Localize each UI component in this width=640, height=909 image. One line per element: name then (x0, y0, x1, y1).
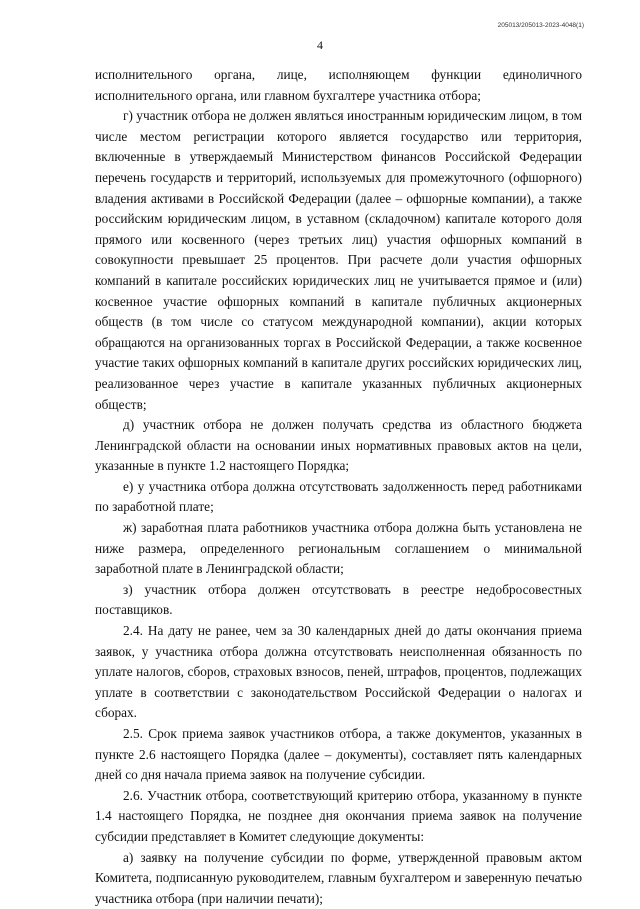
document-body (95, 65, 582, 909)
paragraph-continuation: исполнительного органа, лице, исполняющем функции единоличного исполнительного органа, или главном бухгалтере участника отбора; (95, 67, 582, 103)
paragraph-e-wage-debt: е) у участника отбора должна отсутствовать задолженность перед работниками по заработной плате; (95, 478, 582, 515)
paragraph-z-supplier-registry: з) участник отбора должен отсутствовать в реестре недобросовестных поставщиков. (95, 581, 582, 618)
page-number: 4 (317, 38, 323, 52)
paragraph-2-6-documents: 2.6. Участник отбора, соответствующий критерию отбора, указанному в пункте 1.4 настоящего Порядка, не позднее дня окончания приема заявок на получение субсидии представляет в Комитет следующие документы: (95, 787, 582, 844)
document-id: 205013/205013-2023-4048(1) (497, 22, 584, 29)
paragraph-2-5-application-period: 2.5. Срок приема заявок участников отбора, а также документов, указанных в пункте 2.6 настоящего Порядка (далее – документы), составляет пять календарных дней со дня начала приема заявок на получение субсидии. (95, 726, 582, 783)
paragraph-2-4-tax-obligations: 2.4. На дату не ранее, чем за 30 календарных дней до даты окончания приема заявок, у участника отбора должна отсутствовать неисполненная обязанность по уплате налогов, сборов, страховых взносов, пеней, штрафов, процентов, подлежащих уплате в соответствии с законодательством Российской Федерации о налогах и сборах. (95, 623, 582, 721)
paragraph-g-offshore: г) участник отбора не должен являться иностранным юридическим лицом, в том числе местом регистрации которого является государство или территория, включенные в утверждаемый Министерством финансов Российской Федерации перечень государств и территорий, используемых для промежуточного (офшорного) владения активами в Российской Федерации (далее – офшорные компании), а также российским юридическим лицом, в уставном (складочном) капитале которого доля прямого или косвенного (через третьих лиц) участия офшорных компаний в совокупности превышает 25 процентов. При расчете доли участия офшорных компаний в капитале российских юридических лиц не учитывается прямое и (или) косвенное участие офшорных компаний в капитале публичных акционерных обществ (в том числе со статусом международной компании), акции которых обращаются на организованных торгах в Российской Федерации, а также косвенное участие таких офшорных компаний в капитале других российских юридических лиц, реализованное через участие в капитале указанных публичных акционерных обществ; (95, 108, 582, 412)
paragraph-a-application-form: а) заявку на получение субсидии по форме, утвержденной правовым актом Комитета, подписанную руководителем, главным бухгалтером и заверенную печатью участника отбора (при наличии печати); (95, 849, 582, 906)
paragraph-d-regional-budget: д) участник отбора не должен получать средства из областного бюджета Ленинградской области на основании иных нормативных правовых актов на цели, указанные в пункте 1.2 настоящего Порядка; (95, 417, 582, 474)
paragraph-zh-minimum-wage: ж) заработная плата работников участника отбора должна быть установлена не ниже размера, определенного региональным соглашением о минимальной заработной плате в Ленинградской области; (95, 520, 582, 577)
